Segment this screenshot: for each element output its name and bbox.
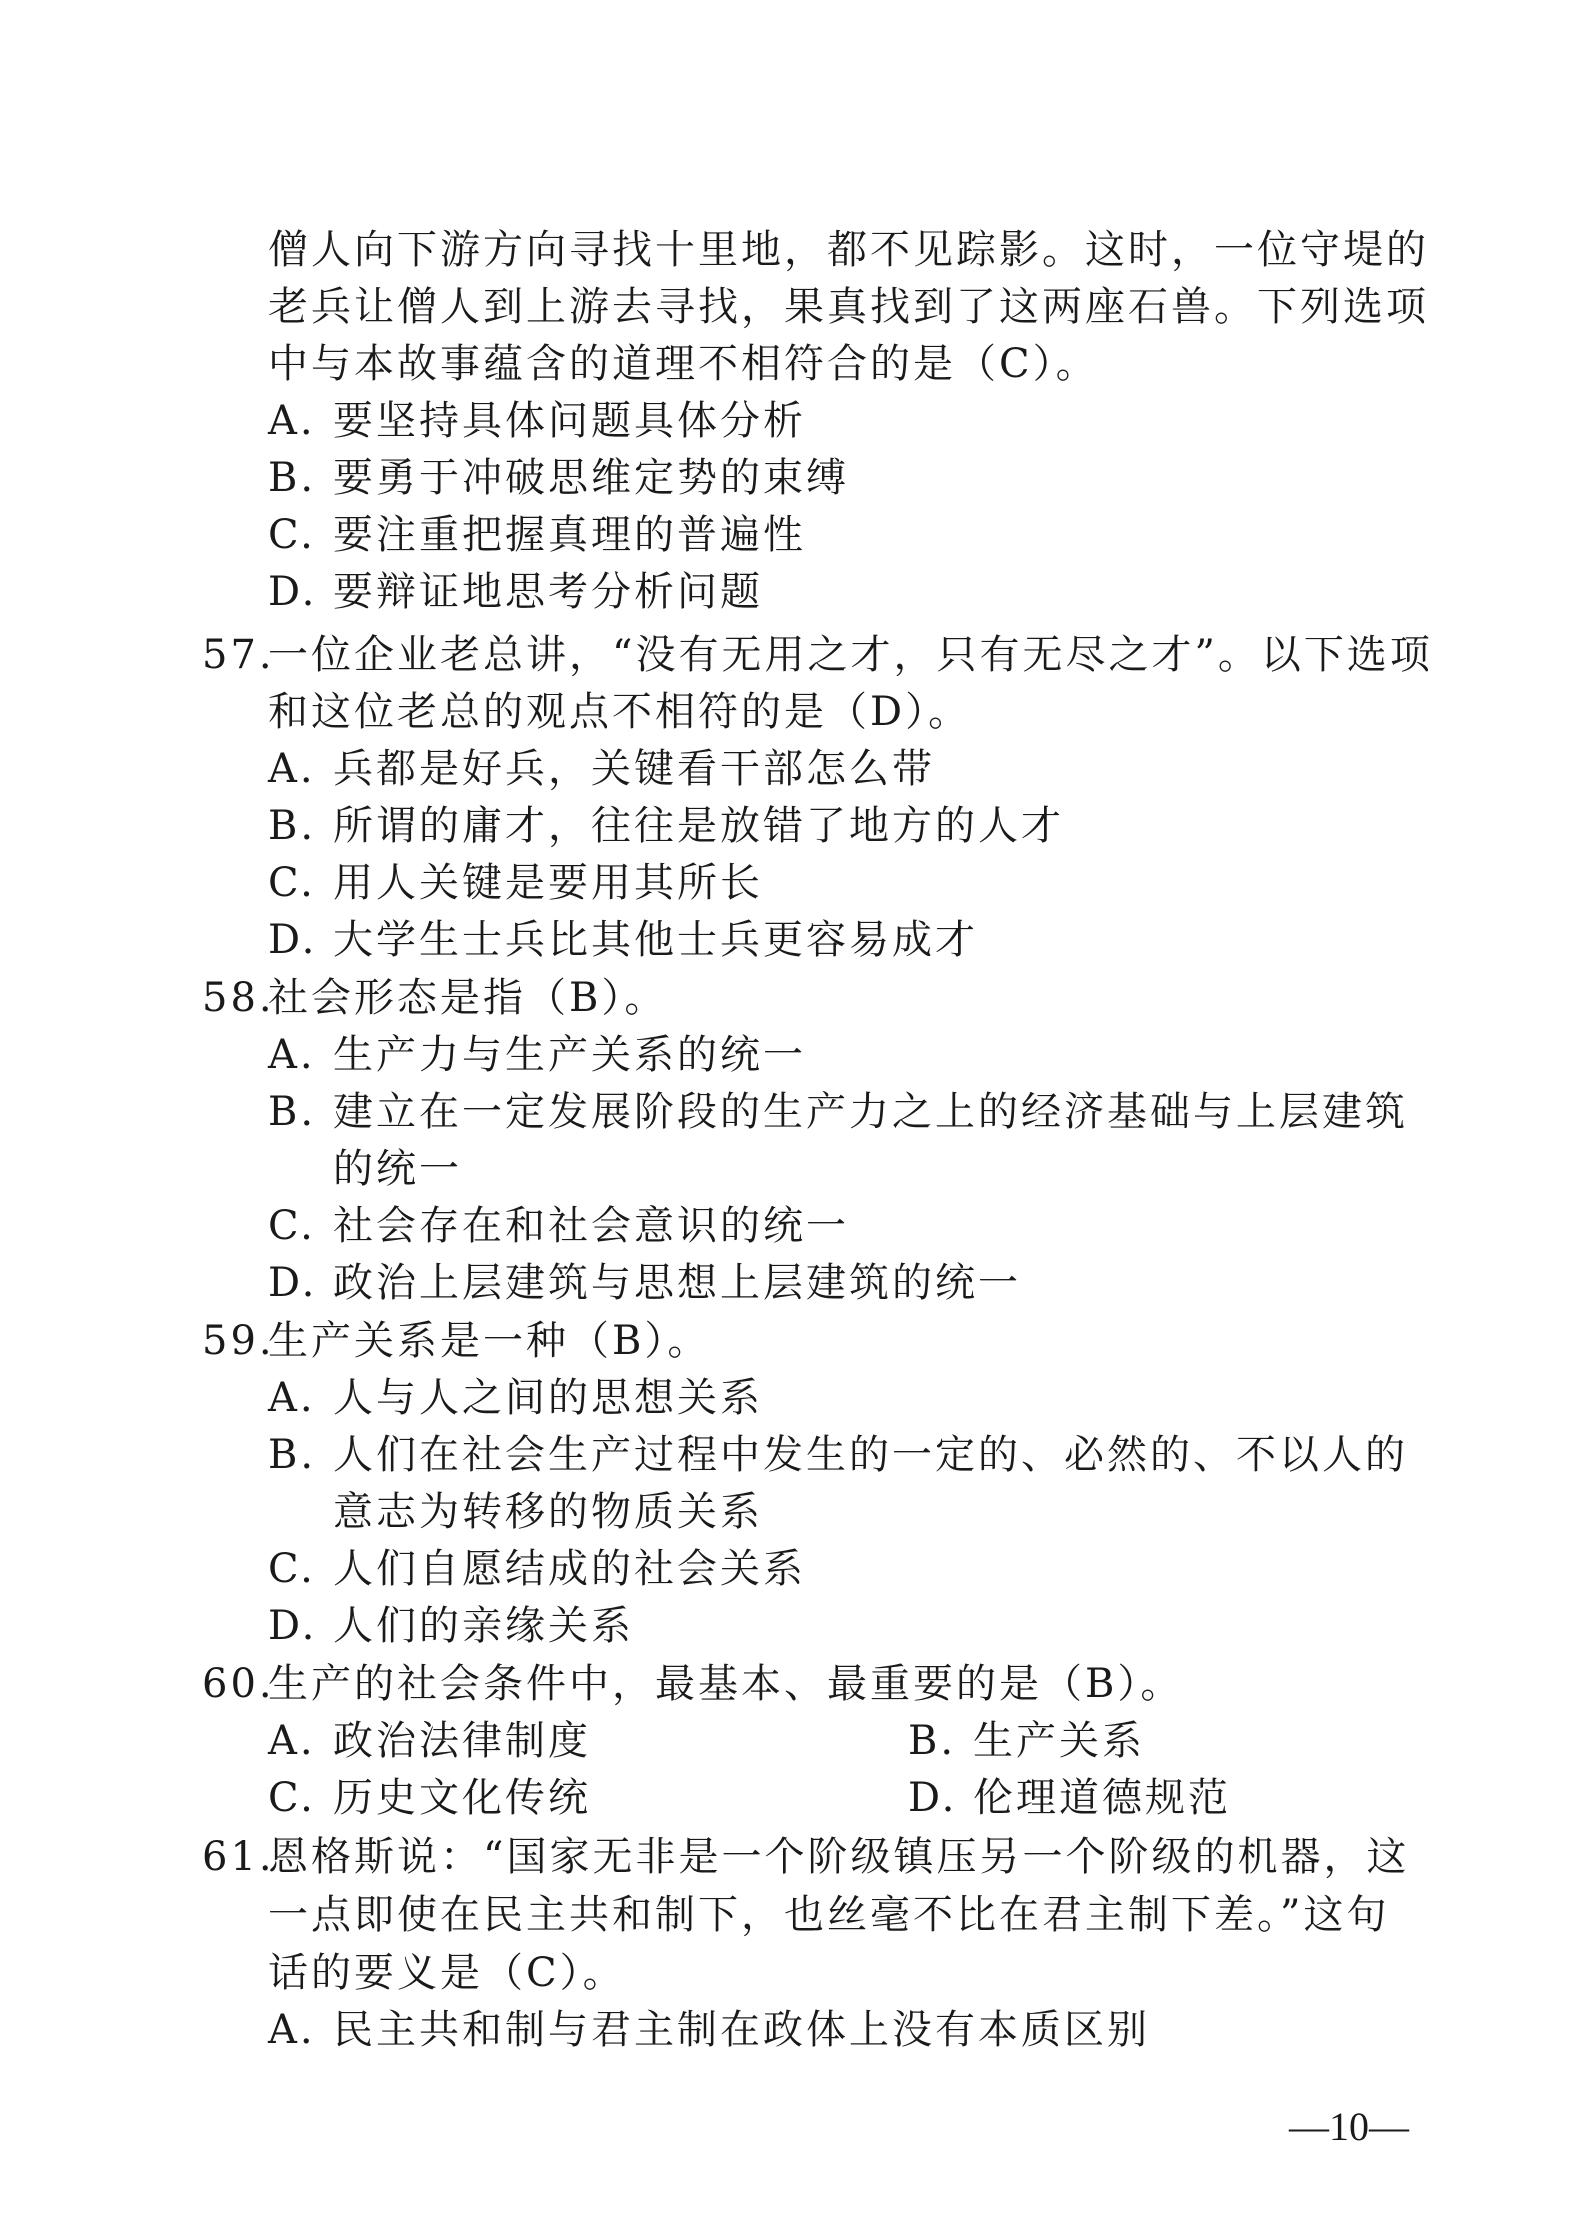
question-57-option-a: A. 兵都是好兵，关键看干部怎么带	[268, 746, 935, 792]
question-60-option-c-letter: C.	[268, 1775, 316, 1821]
question-60-options-row-2	[0, 1773, 1584, 1829]
question-56-line-2: 老兵让僧人到上游去寻找，果真找到了这两座石兽。下列选项	[268, 284, 1429, 330]
question-56-line-3: 中与本故事蕴含的道理不相符合的是（C）。	[268, 341, 1099, 387]
question-59-option-b-continued: 意志为转移的物质关系	[333, 1489, 763, 1535]
question-59-option-c: C. 人们自愿结成的社会关系	[268, 1546, 806, 1592]
question-57-option-b: B. 所谓的庸才，往往是放错了地方的人才	[268, 803, 1064, 849]
question-58-option-b-continued: 的统一	[333, 1146, 462, 1192]
question-57-option-d: D. 大学生士兵比其他士兵更容易成才	[268, 917, 978, 963]
question-57-line-1: 57. 一位企业老总讲，“没有无用之才，只有无尽之才”。以下选项	[202, 632, 1433, 678]
question-61-line-3: 话的要义是（C）。	[268, 1950, 626, 1996]
question-57-option-c: C. 用人关键是要用其所长	[268, 860, 763, 906]
question-58-option-a: A. 生产力与生产关系的统一	[268, 1032, 806, 1078]
question-60-option-a-letter: A.	[268, 1718, 316, 1764]
question-59-option-a: A. 人与人之间的思想关系	[268, 1375, 763, 1421]
question-56-option-d: D. 要辩证地思考分析问题	[268, 569, 763, 615]
page-number: —10—	[1289, 2104, 1409, 2149]
question-60-option-c-text: 历史文化传统	[333, 1775, 591, 1821]
question-60-option-b-text: 生产关系	[973, 1718, 1145, 1764]
question-60-option-a-text: 政治法律制度	[333, 1718, 591, 1764]
question-56-option-a: A. 要坚持具体问题具体分析	[268, 398, 806, 444]
question-61-line-1: 61. 恩格斯说：“国家无非是一个阶级镇压另一个阶级的机器，这	[202, 1834, 1410, 1880]
question-59-line-1: 59. 生产关系是一种（B）。	[202, 1318, 711, 1364]
question-58-option-d: D. 政治上层建筑与思想上层建筑的统一	[268, 1260, 1021, 1306]
question-59-option-b: B. 人们在社会生产过程中发生的一定的、必然的、不以人的	[268, 1432, 1408, 1478]
question-60-line-1: 60. 生产的社会条件中，最基本、最重要的是（B）。	[202, 1661, 1184, 1707]
question-56-option-c: C. 要注重把握真理的普遍性	[268, 512, 806, 558]
question-59-option-d: D. 人们的亲缘关系	[268, 1603, 634, 1649]
question-58-option-b: B. 建立在一定发展阶段的生产力之上的经济基础与上层建筑	[268, 1089, 1408, 1135]
question-60-option-d-letter: D.	[908, 1775, 958, 1821]
question-58-line-1: 58. 社会形态是指（B）。	[202, 975, 668, 1021]
question-60-option-b-letter: B.	[908, 1718, 957, 1764]
question-60-options-row-1	[0, 1716, 1584, 1772]
question-61-line-2: 一点即使在民主共和制下，也丝毫不比在君主制下差。”这句	[268, 1892, 1390, 1938]
question-61-option-a: A. 民主共和制与君主制在政体上没有本质区别	[268, 2007, 1150, 2053]
question-60-option-d-text: 伦理道德规范	[973, 1775, 1231, 1821]
question-58-option-c: C. 社会存在和社会意识的统一	[268, 1203, 849, 1249]
question-57-line-2: 和这位老总的观点不相符的是（D）。	[268, 689, 972, 735]
question-56-line-1: 僧人向下游方向寻找十里地，都不见踪影。这时，一位守堤的	[268, 227, 1429, 273]
question-56-option-b: B. 要勇于冲破思维定势的束缚	[268, 455, 849, 501]
